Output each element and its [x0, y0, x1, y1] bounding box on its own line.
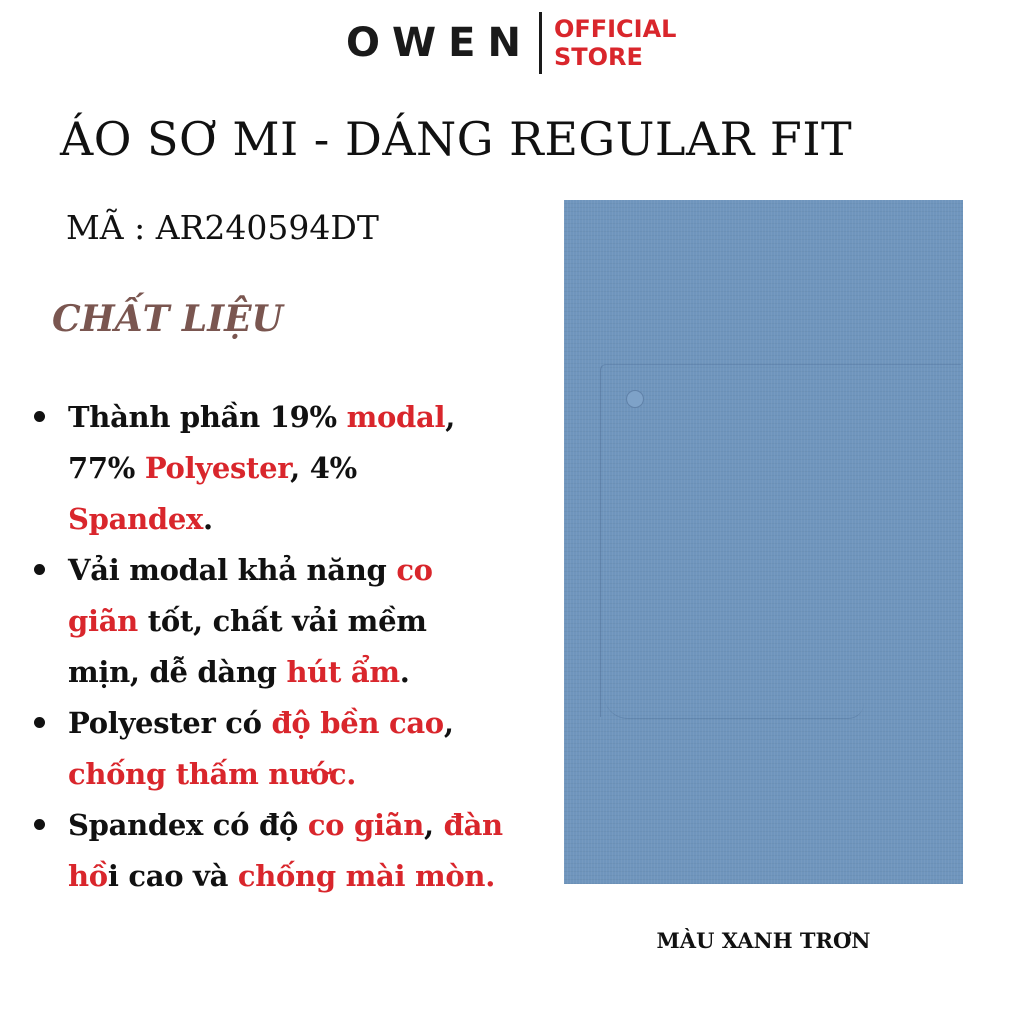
- highlight-text: co giãn: [68, 553, 433, 638]
- highlight-text: Spandex: [68, 502, 204, 536]
- material-bullet: [34, 698, 504, 800]
- highlight-text: hút ẩm: [286, 655, 400, 689]
- highlight-text: Polyester: [144, 451, 291, 485]
- color-caption: MÀU XANH TRƠN: [656, 928, 871, 953]
- shirt-button-icon: [626, 390, 644, 408]
- bullet-text: ,: [424, 808, 444, 842]
- material-list: [34, 392, 504, 902]
- product-code: [66, 208, 379, 247]
- bullet-dot-icon: [34, 411, 45, 422]
- bullet-text: ,: [443, 706, 454, 740]
- official-store-label: [554, 15, 677, 71]
- bullet-text: , 4%: [290, 451, 357, 485]
- highlight-text: modal: [346, 400, 446, 434]
- highlight-text: độ bền cao: [271, 706, 444, 740]
- product-title: ÁO SƠ MI - DÁNG REGULAR FIT: [60, 112, 853, 166]
- bullet-dot-icon: [34, 819, 45, 830]
- brand-name: OWEN: [346, 20, 533, 66]
- material-heading: CHẤT LIỆU: [52, 298, 283, 340]
- bullet-text: Vải modal khả năng: [68, 553, 397, 587]
- bullet-text: tốt, chất vải mềm mịn, dễ dàng: [68, 604, 427, 689]
- pocket-bottom-seam: [604, 694, 864, 719]
- bullet-text: .: [203, 502, 213, 536]
- product-code-label: MÃ :: [66, 208, 146, 247]
- bullet-text: Polyester có: [68, 706, 272, 740]
- product-code-value: AR240594DT: [155, 208, 379, 247]
- highlight-text: co giãn: [307, 808, 424, 842]
- material-bullet: [34, 392, 504, 545]
- pocket-outline: [600, 364, 961, 717]
- highlight-text: chống mài mòn.: [237, 859, 496, 893]
- material-bullet: [34, 800, 504, 902]
- store-label-line2: STORE: [553, 43, 643, 71]
- fabric-swatch-image: [564, 200, 963, 884]
- brand-divider: [539, 12, 542, 74]
- highlight-text: chống thấm nước.: [68, 757, 357, 791]
- highlight-text: đàn hồ: [68, 808, 503, 893]
- bullet-dot-icon: [34, 717, 45, 728]
- bullet-text: Thành phần 19%: [68, 400, 347, 434]
- brand-logo: [340, 6, 690, 80]
- bullet-text: .: [399, 655, 410, 689]
- bullet-dot-icon: [34, 564, 45, 575]
- store-label-line1: OFFICIAL: [553, 15, 677, 43]
- bullet-text: Spandex có độ: [68, 808, 308, 842]
- bullet-text: i cao và: [107, 859, 238, 893]
- bullet-text: , 77%: [68, 400, 455, 485]
- material-bullet: [34, 545, 504, 698]
